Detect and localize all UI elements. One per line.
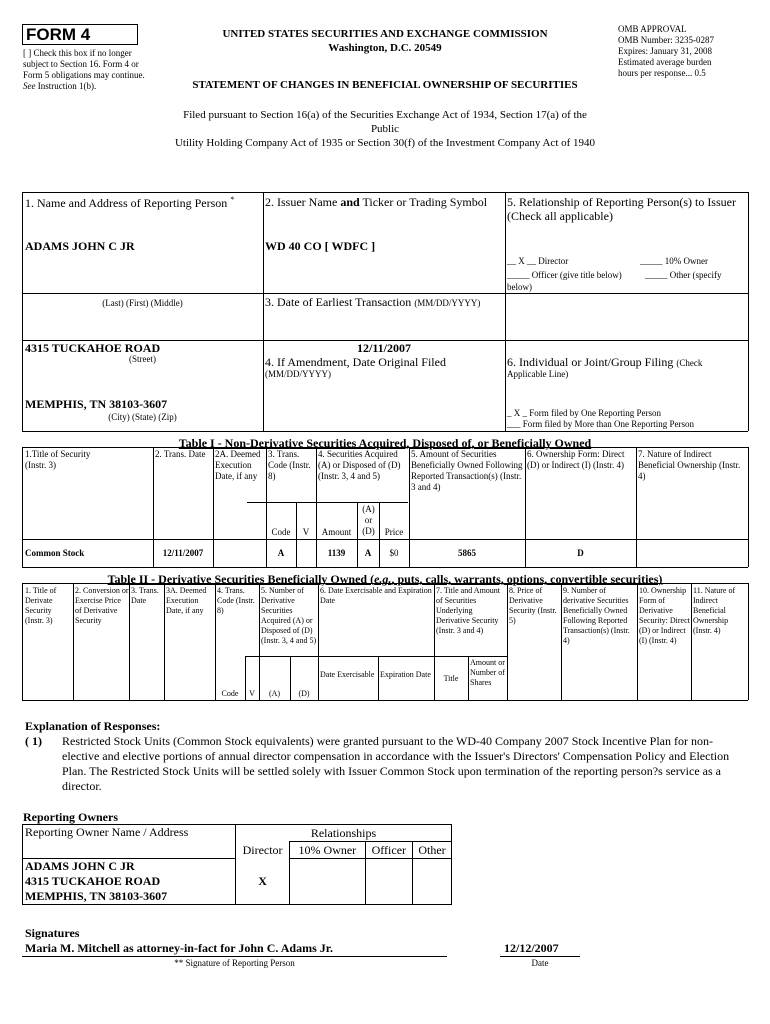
table1-title: Table I - Non-Derivative Securities Acquired, Disposed of, or Beneficially Owned [178, 436, 592, 450]
t2-h2: 2. Conversion or Exercise Price of Derivative Security [75, 586, 129, 625]
t1-v0 [22, 447, 23, 567]
t2-v3 [164, 583, 165, 700]
t2-sub-exp: Expiration Date [380, 670, 431, 679]
t1-row-amount: 1139 [327, 548, 346, 558]
t1-row-price: $0 [389, 548, 399, 558]
filing-basis: Filed pursuant to Section 16(a) of the Securities Exchange Act of 1934, Section 17(a) of the Public Utility Holding Company Act of 1935 or Section 30(f) of the Investment Company Act of 1940 [174, 109, 596, 149]
box4-format: (MM/DD/YYYY) [265, 369, 331, 379]
box2-label: 2. Issuer Name and Ticker or Trading Symbol [265, 195, 488, 209]
owner-director-mark: X [236, 859, 290, 905]
explanation-number: ( 1) [25, 734, 42, 748]
grid-row-a [263, 293, 748, 294]
table2-title: Table II - Derivative Securities Beneficially Owned (e.g., puts, calls, warrants, options, convertible securities) [107, 572, 663, 586]
relationship-director: __ X __ Director [507, 256, 569, 266]
t2-h7: 7. Title and Amount of Securities Underlying Derivative Security (Instr. 3 and 4) [436, 586, 501, 635]
t2-h4: 4. Trans. Code (Instr. 8) [217, 586, 255, 615]
t2-v11 [691, 583, 692, 700]
t2-v6a [378, 656, 379, 700]
grid-col2 [505, 192, 506, 431]
reporting-person-name: ADAMS JOHN C JR [25, 239, 135, 253]
t1-h2: 2. Trans. Date [155, 449, 206, 459]
t1-row-date: 12/11/2007 [162, 548, 204, 558]
owners-col-name: Reporting Owner Name / Address [23, 825, 236, 859]
t2-v0 [22, 583, 23, 700]
t1-h3: 3. Trans. Code (Instr. 8) [268, 449, 311, 481]
filing-option-one: _ X _ Form filed by One Reporting Person [507, 408, 661, 418]
owner-officer-mark [365, 859, 412, 905]
grid-top [22, 192, 748, 193]
form-title: FORM 4 [26, 25, 91, 44]
t1-row-form: D [577, 548, 584, 558]
t2-sub-title: Title [443, 674, 459, 683]
owners-col-officer: Officer [365, 842, 412, 859]
reporting-owners-table [22, 824, 452, 905]
date-label: Date [531, 958, 549, 968]
t1-head-bottom [22, 539, 748, 540]
box6-label: 6. Individual or Joint/Group Filing (Check [507, 355, 703, 369]
city-hint: (City) (State) (Zip) [108, 412, 177, 422]
t2-h5: 5. Number of Derivative Securities Acquired (A) or Disposed of (D) (Instr. 3, 4 and 5) [261, 586, 317, 645]
t2-h6: 6. Date Exercisable and Expiration Date [320, 586, 432, 605]
t2-sub-amount: Amount or Number of Shares [470, 658, 505, 687]
reporting-person-street: 4315 TUCKAHOE ROAD [25, 341, 161, 355]
box5-label: 5. Relationship of Reporting Person(s) to Issuer [507, 195, 736, 209]
t1-sub-amount: Amount [321, 527, 352, 537]
t1-sub-top [247, 502, 408, 503]
t2-sub-d: (D) [298, 689, 310, 698]
t2-sub-code: Code [221, 689, 239, 698]
date-line [500, 956, 580, 957]
grid-left [22, 192, 23, 431]
explanation-text: Restricted Stock Units (Common Stock equivalents) were granted pursuant to the WD-40 Company 2007 Stock Incentive Plan for non-elective and elective portions of annual director compensation in accordance with the Issuer's Directors' Compensation Policy and Election Plan. The Restricted Stock Units will be settled solely with Issuer Common Stock upon termination of the reporting person?s service as a director. [62, 734, 730, 793]
owner-city: MEMPHIS, TN 38103-3607 [25, 889, 168, 903]
t2-v4 [215, 583, 216, 700]
owner-address-cell [23, 859, 236, 905]
owners-heading: Reporting Owners [23, 810, 118, 824]
t1-bottom [22, 567, 748, 568]
t1-sub-v: V [302, 527, 310, 537]
earliest-transaction-date: 12/11/2007 [356, 341, 411, 355]
box6-label-sub: Applicable Line) [507, 369, 569, 379]
t2-v9 [561, 583, 562, 700]
t2-sub-date-ex: Date Exercisable [320, 670, 375, 679]
signer-name: Maria M. Mitchell as attorney-in-fact for John C. Adams Jr. [25, 941, 333, 955]
t1-sub-price: Price [384, 527, 404, 537]
checkbox-note: [ ] Check this box if no longer subject to Section 16. Form 4 or Form 5 obligations may continue. See Instruction 1(b). [23, 48, 145, 91]
t2-v8 [507, 583, 508, 700]
relationship-below: below) [507, 282, 532, 292]
t2-h11: 11. Nature of Indirect Beneficial Ownership (Instr. 4) [693, 586, 736, 635]
t2-h3: 3. Trans. Date [131, 586, 159, 605]
t2-h10: 10. Ownership Form of Derivative Security: Direct (D) or Indirect (I) (Instr. 4) [639, 586, 690, 645]
owners-col-other: Other [413, 842, 452, 859]
name-hint: (Last) (First) (Middle) [102, 298, 183, 308]
t2-bottom [22, 700, 748, 701]
t2-v7a [468, 656, 469, 700]
t2-v12 [748, 583, 749, 700]
grid-box1-sep [22, 293, 263, 294]
t2-h9: 9. Number of derivative Securities Beneficially Owned Following Reported Transaction(s) (Instr. 4) [563, 586, 630, 645]
t2-sub-a: (A) [268, 689, 281, 698]
t1-h7: 7. Nature of Indirect Beneficial Ownership (Instr. 4) [638, 449, 741, 481]
t1-v2 [213, 447, 214, 567]
t1-sub-aord: (A) or (D) [362, 504, 375, 536]
agency-location: Washington, D.C. 20549 [328, 42, 442, 54]
t1-top [22, 447, 748, 448]
statement-title: STATEMENT OF CHANGES IN BENEFICIAL OWNERSHIP OF SECURITIES [192, 79, 578, 91]
owner-other-mark [413, 859, 452, 905]
omb-approval: OMB APPROVAL OMB Number: 3235-0287 Expires: January 31, 2008 Estimated average burden hours per response... 0.5 [618, 24, 714, 78]
t2-top [22, 583, 748, 584]
box5-sub: (Check all applicable) [507, 209, 613, 223]
explanation-heading: Explanation of Responses: [25, 719, 161, 733]
issuer-name-ticker: WD 40 CO [ WDFC ] [265, 239, 376, 253]
t1-sub-code: Code [271, 527, 291, 537]
signature-label: ** Signature of Reporting Person [174, 958, 295, 968]
reporting-person-city: MEMPHIS, TN 38103-3607 [25, 397, 168, 411]
t1-h1: 1.Title of Security (Instr. 3) [25, 449, 91, 470]
t2-h3a: 3A. Deemed Execution Date, if any [166, 586, 207, 615]
t2-v5 [259, 583, 260, 700]
t2-v2 [129, 583, 130, 700]
t2-h1: 1. Title of Derivate Security (Instr. 3) [25, 586, 57, 625]
grid-bottom [22, 431, 748, 432]
owners-col-ten-percent: 10% Owner [290, 842, 365, 859]
relationship-ten-percent: _____ 10% Owner [640, 256, 708, 266]
signatures-heading: Signatures [25, 926, 80, 940]
grid-col1 [263, 192, 264, 431]
t2-sub-v: V [249, 689, 255, 698]
t1-h6: 6. Ownership Form: Direct (D) or Indirect (I) (Instr. 4) [527, 449, 625, 470]
t1-row-title: Common Stock [25, 548, 85, 558]
street-hint: (Street) [129, 354, 156, 364]
t1-v7 [636, 447, 637, 567]
t1-h5: 5. Amount of Securities Beneficially Owned Following Reported Transaction(s) (Instr. 3 and 4) [411, 449, 523, 492]
t1-row-code: A [277, 548, 285, 558]
t1-row-owned: 5865 [458, 548, 476, 558]
relationship-other: _____ Other (specify [645, 270, 722, 280]
owners-col-director: Director [236, 842, 290, 859]
t2-h8: 8. Price of Derivative Security (Instr. 5) [509, 586, 557, 625]
t1-row-aord: A [364, 548, 372, 558]
agency-name: UNITED STATES SECURITIES AND EXCHANGE COMMISSION [222, 28, 548, 40]
grid-right [748, 192, 749, 431]
relationship-officer: _____ Officer (give title below) [507, 270, 622, 280]
t1-v8 [748, 447, 749, 567]
box1-label: 1. Name and Address of Reporting Person * [25, 195, 235, 210]
owner-street: 4315 TUCKAHOE ROAD [25, 874, 161, 888]
t2-v10 [637, 583, 638, 700]
owner-ten-percent-mark [290, 859, 365, 905]
t2-v6 [318, 583, 319, 700]
filing-option-group: ___ Form filed by More than One Reporting Person [507, 419, 694, 429]
signature-line [22, 956, 447, 957]
box4-label: 4. If Amendment, Date Original Filed [265, 355, 446, 369]
t1-h4: 4. Securities Acquired (A) or Disposed of (D) (Instr. 3, 4 and 5) [318, 449, 401, 481]
owners-col-relationships: Relationships [236, 825, 452, 842]
owner-name: ADAMS JOHN C JR [25, 859, 135, 873]
t1-h2a: 2A. Deemed Execution Date, if any [215, 449, 261, 481]
signature-date: 12/12/2007 [504, 941, 559, 955]
box3-label: 3. Date of Earliest Transaction (MM/DD/YYYY) [265, 295, 481, 309]
t2-v1 [73, 583, 74, 700]
